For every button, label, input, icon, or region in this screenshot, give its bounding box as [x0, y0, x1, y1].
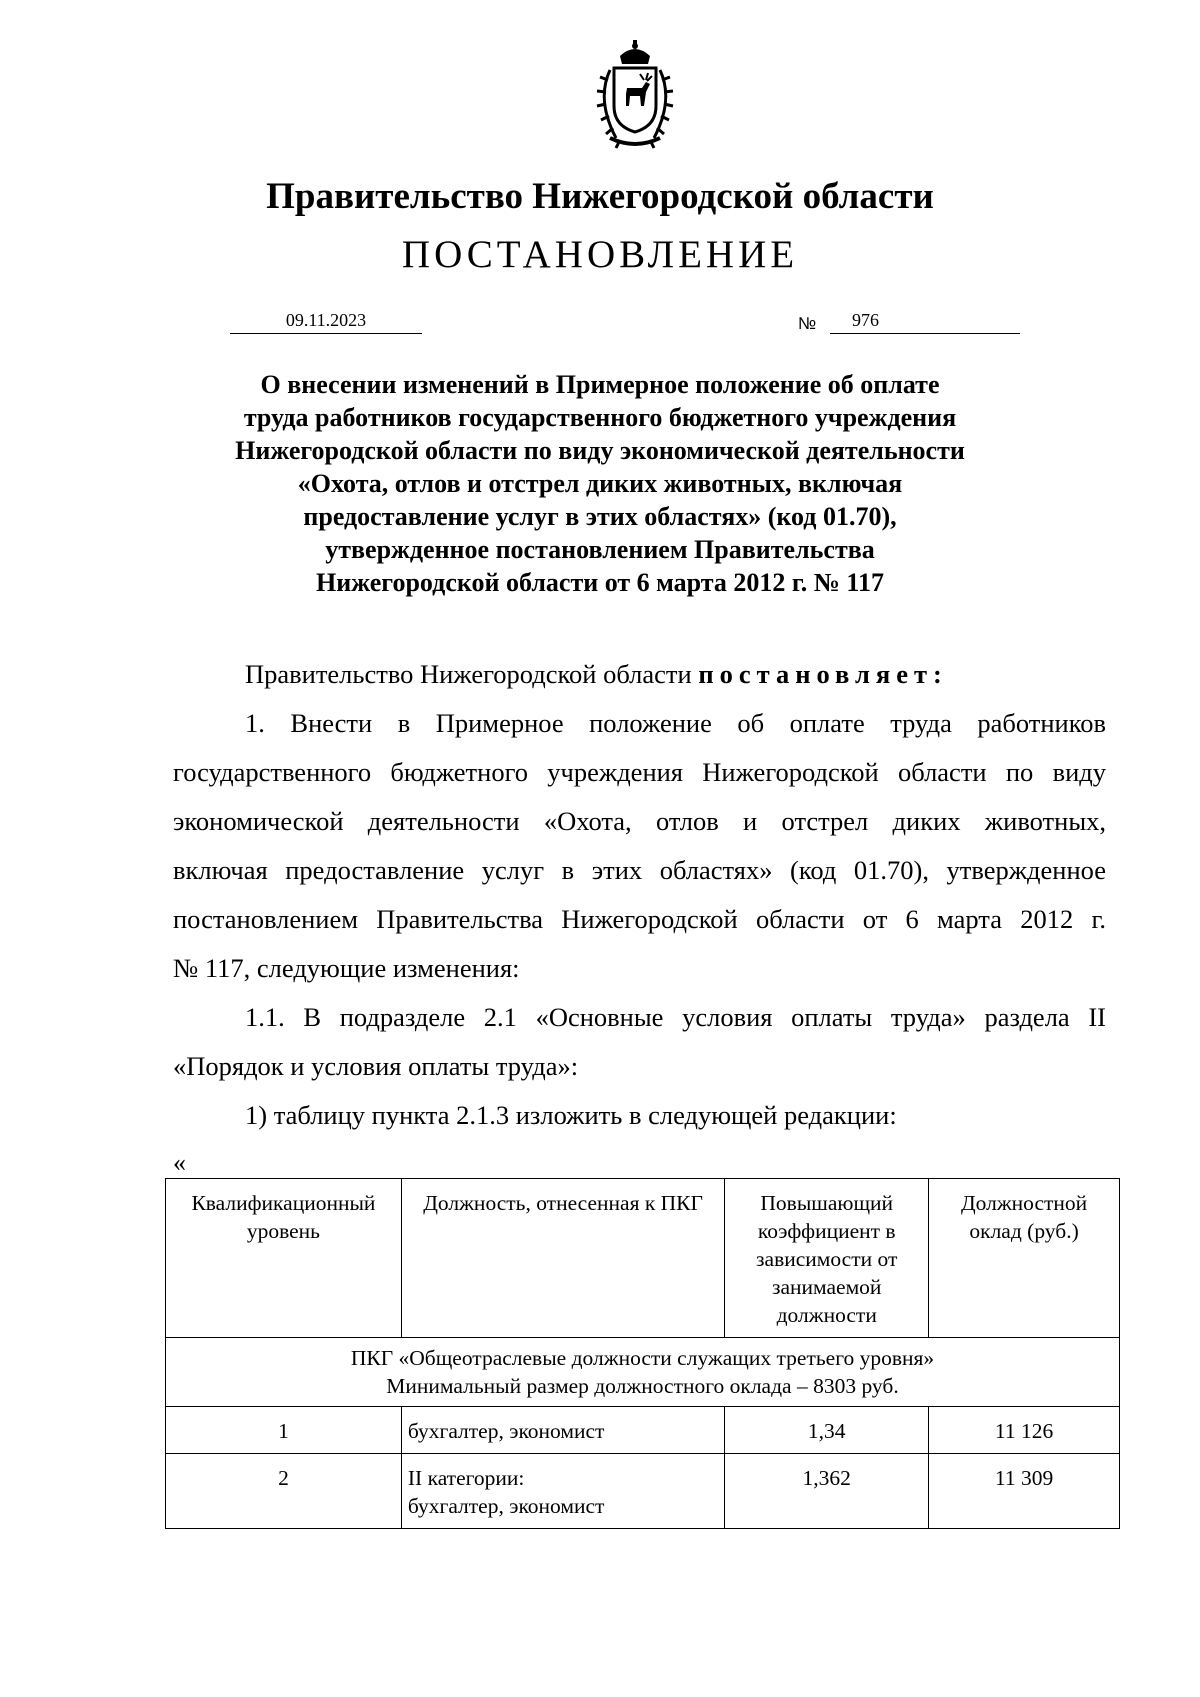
resolution-body [173, 650, 1106, 1140]
table-header-row [166, 1179, 1120, 1338]
cell-coefficient: 1,34 [725, 1407, 929, 1454]
document-number [830, 310, 1020, 334]
position-line: II категории: [407, 1466, 525, 1490]
item-1-last-line: № 117, следующие изменения: [173, 953, 520, 983]
header-qualification-level: Квалификационный уровень [166, 1179, 402, 1338]
document-type: ПОСТАНОВЛЕНИЕ [401, 233, 799, 276]
subject-line: О внесении изменений в Примерное положение об оплате [260, 370, 940, 399]
number-sign: № [798, 314, 817, 333]
subject-line: Нижегородской области по виду экономической деятельности [235, 436, 965, 465]
item-1-1-last-line: «Порядок и условия оплаты труда»: [173, 1051, 579, 1081]
item-1-line: экономической деятельности «Охота, отлов и отстрел диких животных, [173, 806, 1106, 836]
subject-line: утвержденное постановлением Правительства [325, 535, 875, 564]
subject-line: предоставление услуг в этих областях» (код 01.70), [303, 502, 897, 531]
cell-position [401, 1454, 724, 1529]
subject-line: Нижегородской области от 6 марта 2012 г. № 117 [316, 568, 884, 597]
cell-level: 2 [166, 1454, 402, 1529]
intro-resolves: постановляет: [698, 659, 948, 689]
group-cell [166, 1338, 1120, 1407]
document-number-value: 976 [852, 310, 879, 330]
resolution-intro [173, 650, 1106, 699]
org-title: Правительство Нижегородской области [266, 176, 934, 217]
cell-level: 1 [166, 1407, 402, 1454]
position-line: бухгалтер, экономист [407, 1494, 605, 1518]
cell-salary: 11 126 [929, 1407, 1120, 1454]
header-coefficient: Повышающий коэффициент в зависимости от занимаемой должности [725, 1179, 929, 1338]
subject-line: «Охота, отлов и отстрел диких животных, включая [297, 469, 903, 498]
open-quote: « [173, 1148, 186, 1177]
document-subject [0, 368, 1200, 599]
document-date: 09.11.2023 [230, 310, 422, 334]
item-1-1-1: 1) таблицу пункта 2.1.3 изложить в следующей редакции: [245, 1100, 897, 1130]
cell-position [401, 1407, 724, 1454]
header-position: Должность, отнесенная к ПКГ [401, 1179, 724, 1338]
cell-salary: 11 309 [929, 1454, 1120, 1529]
group-title: ПКГ «Общеотраслевые должности служащих третьего уровня» [350, 1346, 935, 1370]
item-1-line: постановлением Правительства Нижегородской области от 6 марта 2012 г. [173, 904, 1106, 934]
table-group-row [166, 1338, 1120, 1407]
header-salary: Должностной оклад (руб.) [929, 1179, 1120, 1338]
subject-line: труда работников государственного бюджетного учреждения [243, 403, 957, 432]
item-1-line: включая предоставление услуг в этих областях» (код 01.70), утвержденное [173, 855, 1106, 885]
intro-prefix: Правительство Нижегородской области [245, 659, 692, 689]
table-row [166, 1407, 1120, 1454]
cell-coefficient: 1,362 [725, 1454, 929, 1529]
item-1-line: 1. Внести в Примерное положение об оплате труда работников [245, 708, 1106, 738]
salary-table [165, 1178, 1120, 1529]
table-row [166, 1454, 1120, 1529]
item-1-line: государственного бюджетного учреждения Нижегородской области по виду [173, 757, 1106, 787]
coat-of-arms-icon [580, 40, 690, 150]
group-min-salary: Минимальный размер должностного оклада – 8303 руб. [386, 1374, 899, 1398]
item-1-1-line: 1.1. В подразделе 2.1 «Основные условия оплаты труда» раздела II [245, 1002, 1106, 1032]
position-line: бухгалтер, экономист [407, 1419, 605, 1443]
